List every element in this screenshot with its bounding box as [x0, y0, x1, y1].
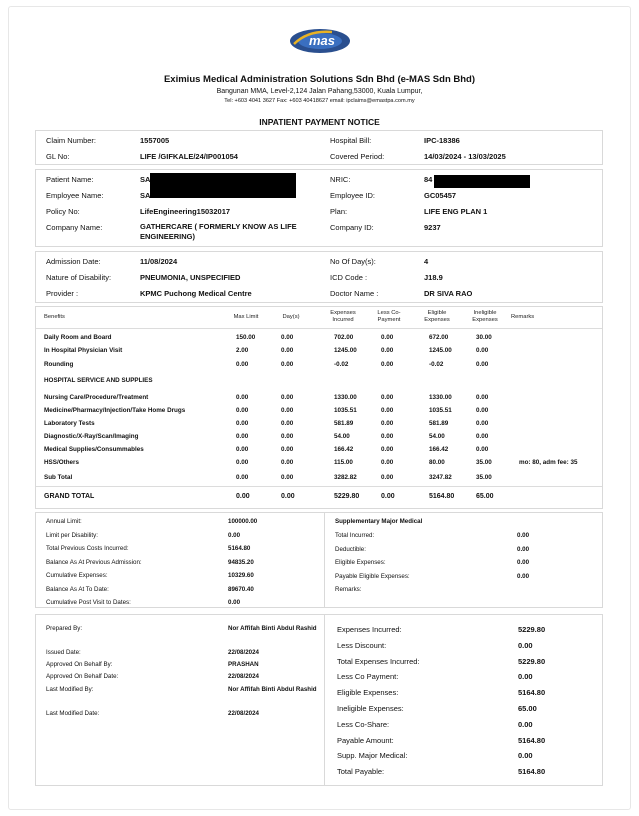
- benefit-days-cell: 0.00: [281, 493, 295, 500]
- limit-value: 10329.60: [228, 572, 254, 579]
- benefit-inelig-cell: 30.00: [476, 334, 492, 341]
- nric-label: NRIC:: [330, 175, 351, 184]
- doctor-name: DR SIVA RAO: [424, 289, 473, 298]
- benefit-inc-cell: 1245.00: [334, 347, 357, 354]
- summary-divider: [324, 615, 325, 785]
- benefit-elig-cell: 80.00: [429, 459, 445, 466]
- total-value: 65.00: [518, 704, 537, 713]
- nature-label: Nature of Disability:: [46, 273, 112, 282]
- limits-box: [35, 512, 603, 608]
- patient-name-label: Patient Name:: [46, 175, 94, 184]
- plan: LIFE ENG PLAN 1: [424, 207, 488, 216]
- grand-total-divider: [36, 486, 602, 487]
- benefit-days-cell: 0.00: [281, 394, 294, 401]
- limit-label: Balance As At Previous Admission:: [46, 558, 142, 566]
- total-label: Expenses Incurred:: [337, 625, 402, 634]
- benefit-inc-cell: -0.02: [334, 361, 349, 368]
- benefit-max-cell: 0.00: [236, 394, 249, 401]
- total-label: Total Expenses Incurred:: [337, 656, 420, 666]
- benefit-max-cell: 2.00: [236, 347, 249, 354]
- benefit-elig-cell: 581.89: [429, 420, 449, 427]
- benefit-inelig-cell: 0.00: [476, 394, 489, 401]
- benefit-max-cell: 0.00: [236, 446, 249, 453]
- benefit-inelig-cell: 0.00: [476, 433, 489, 440]
- limit-label: Total Previous Costs Incurred:: [46, 545, 129, 552]
- smm-value: 0.00: [517, 559, 530, 566]
- benefit-max-cell: 0.00: [236, 361, 249, 368]
- benefit-max-cell: 0.00: [236, 474, 249, 481]
- total-value: 0.00: [518, 640, 533, 650]
- benefit-co-cell: 0.00: [381, 433, 394, 440]
- benefit-name: Nursing Care/Procedure/Treatment: [44, 394, 149, 401]
- benefit-inc-cell: 581.89: [334, 420, 354, 427]
- smm-label: Deductible:: [335, 545, 366, 553]
- limit-label: Annual Limit:: [46, 518, 82, 525]
- total-label: Less Discount:: [337, 640, 387, 650]
- benefit-name: Daily Room and Board: [44, 334, 112, 341]
- benefit-co-cell: 0.00: [381, 420, 394, 427]
- company-contact: Tel: +603 4041 3627 Fax: +603 40418627 email: ipclaims@emastpa.com.my: [224, 98, 415, 104]
- benefit-elig-cell: 1035.51: [429, 407, 452, 414]
- smm-label: Remarks:: [335, 586, 362, 593]
- limit-value: 100000.00: [228, 518, 258, 525]
- company-id: 9237: [424, 223, 441, 232]
- benefit-name: HSS/Others: [44, 459, 79, 466]
- nric: 84: [424, 175, 433, 184]
- covered-period: 14/03/2024 - 13/03/2025: [424, 152, 506, 161]
- company-logo-wrap: [0, 26, 639, 58]
- benefit-max-cell: 0.00: [236, 493, 250, 500]
- benefit-inc-cell: 702.00: [334, 334, 354, 341]
- benefit-elig-cell: 54.00: [429, 433, 445, 440]
- audit-label: Last Modified By:: [46, 686, 94, 693]
- benefit-inc-cell: 1330.00: [334, 394, 357, 401]
- smm-title: Supplementary Major Medical: [335, 518, 423, 525]
- admission-date: 11/08/2024: [140, 257, 178, 266]
- col-header-benefits: Benefits: [44, 314, 65, 320]
- admission-info-box: [35, 251, 603, 303]
- benefit-inelig-cell: 35.00: [476, 459, 492, 466]
- benefit-name: Sub Total: [44, 474, 73, 481]
- smm-label: Total Incurred:: [335, 532, 375, 539]
- benefit-days-cell: 0.00: [281, 361, 294, 368]
- limit-label: Balance As At To Date:: [46, 585, 109, 593]
- benefit-days-cell: 0.00: [281, 407, 294, 414]
- smm-label: Payable Eligible Expenses:: [335, 572, 410, 580]
- col-header-expenses-incurred: Expenses Incurred: [330, 310, 356, 323]
- audit-value: 22/08/2024: [228, 649, 259, 656]
- benefit-inc-cell: 115.00: [334, 459, 353, 466]
- provider: KPMC Puchong Medical Centre: [140, 289, 252, 298]
- benefit-days-cell: 0.00: [281, 433, 294, 440]
- nric-redaction: [434, 175, 530, 188]
- icd-code: J18.9: [424, 273, 443, 282]
- policy-no: LifeEngineering15032017: [140, 207, 231, 216]
- smm-value: 0.00: [517, 572, 530, 580]
- days: 4: [424, 257, 429, 266]
- benefits-table: [35, 306, 603, 509]
- benefit-name: Medicine/Pharmacy/Injection/Take Home Drugs: [44, 407, 186, 414]
- company-name-label: Company Name:: [46, 223, 103, 232]
- benefit-co-cell: 0.00: [381, 474, 394, 481]
- summary-box: [35, 614, 603, 786]
- limit-value: 0.00: [228, 599, 241, 606]
- covered-period-label: Covered Period:: [330, 152, 385, 161]
- patient-name: SA: [140, 175, 151, 184]
- benefit-elig-cell: 3247.82: [429, 474, 452, 481]
- benefit-name: Laboratory Tests: [44, 420, 95, 427]
- benefit-co-cell: 0.00: [381, 347, 394, 354]
- benefit-inc-cell: 166.42: [334, 446, 354, 453]
- logo-text: mas: [308, 33, 335, 48]
- total-label: Payable Amount:: [337, 735, 394, 745]
- nature-of-disability: PNEUMONIA, UNSPECIFIED: [140, 273, 241, 282]
- benefit-days-cell: 0.00: [281, 459, 294, 466]
- total-label: Supp. Major Medical:: [337, 751, 408, 761]
- total-label: Ineligible Expenses:: [337, 704, 404, 713]
- total-value: 5229.80: [518, 625, 546, 634]
- benefit-name: HOSPITAL SERVICE AND SUPPLIES: [44, 377, 153, 384]
- audit-label: Prepared By:: [46, 625, 83, 632]
- benefit-elig-cell: 672.00: [429, 334, 449, 341]
- patient-info-box: [35, 169, 603, 247]
- benefit-inc-cell: 54.00: [334, 433, 350, 440]
- header-divider: [36, 328, 602, 329]
- admission-date-label: Admission Date:: [46, 257, 101, 266]
- patient-company-name: GATHERCARE ( FORMERLY KNOW AS LIFE ENGINEERING): [140, 222, 297, 241]
- benefit-rem-cell: mo: 80, adm fee: 35: [519, 459, 578, 466]
- benefit-days-cell: 0.00: [281, 474, 294, 481]
- limits-divider: [324, 513, 325, 607]
- benefit-days-cell: 0.00: [281, 334, 294, 341]
- total-value: 5229.80: [518, 656, 546, 666]
- audit-value: PRASHAN: [228, 661, 259, 668]
- benefit-elig-cell: 5164.80: [429, 493, 455, 500]
- benefit-name: Medical Supplies/Consummables: [44, 446, 144, 453]
- company-id-label: Company ID:: [330, 223, 374, 232]
- audit-label: Approved On Behalf Date:: [46, 673, 119, 680]
- benefit-name: Diagnostic/X-Ray/Scan/Imaging: [44, 433, 139, 440]
- col-header-eligible-expenses: Eligible Expenses: [424, 310, 450, 323]
- benefit-max-cell: 0.00: [236, 459, 249, 466]
- col-header-max-limit: Max Limit: [233, 314, 259, 320]
- total-label: Less Co-Share:: [337, 719, 390, 729]
- benefit-co-cell: 0.00: [381, 394, 394, 401]
- total-value: 0.00: [518, 672, 533, 682]
- audit-label: Issued Date:: [46, 649, 81, 656]
- benefit-days-cell: 0.00: [281, 446, 294, 453]
- audit-value: 22/08/2024: [228, 673, 259, 680]
- emas-logo: [288, 26, 352, 56]
- benefit-inelig-cell: 0.00: [476, 347, 489, 354]
- benefit-max-cell: 0.00: [236, 407, 249, 414]
- benefit-inelig-cell: 0.00: [476, 361, 489, 368]
- benefit-co-cell: 0.00: [381, 361, 394, 368]
- benefit-co-cell: 0.00: [381, 407, 394, 414]
- benefit-inelig-cell: 0.00: [476, 407, 489, 414]
- col-header-days: Day(s): [282, 314, 300, 320]
- col-header-ineligible-expenses: Ineligible Expenses: [472, 310, 498, 323]
- total-value: 5164.80: [518, 767, 546, 777]
- hospital-bill: IPC-18386: [424, 136, 460, 145]
- audit-label: Last Modified Date:: [46, 710, 100, 717]
- benefit-inc-cell: 1035.51: [334, 407, 357, 414]
- benefit-elig-cell: 166.42: [429, 446, 449, 453]
- audit-value: 22/08/2024: [228, 710, 259, 717]
- benefit-co-cell: 0.00: [381, 459, 394, 466]
- claim-info-box: [35, 130, 603, 165]
- limit-value: 5164.80: [228, 545, 251, 552]
- benefit-co-cell: 0.00: [381, 334, 394, 341]
- benefit-elig-cell: -0.02: [429, 361, 444, 368]
- icd-label: ICD Code :: [330, 273, 368, 282]
- limit-value: 94835.20: [228, 558, 254, 566]
- benefit-elig-cell: 1330.00: [429, 394, 452, 401]
- smm-value: 0.00: [517, 532, 530, 539]
- benefit-inelig-cell: 0.00: [476, 420, 489, 427]
- doctor-label: Doctor Name :: [330, 289, 379, 298]
- benefit-max-cell: 150.00: [236, 334, 256, 341]
- claim-number: 1557005: [140, 136, 170, 145]
- smm-label: Eligible Expenses:: [335, 559, 386, 566]
- benefit-inc-cell: 3282.82: [334, 474, 357, 481]
- limit-label: Cumulative Expenses:: [46, 572, 108, 579]
- benefit-name: Rounding: [44, 361, 74, 368]
- employee-name-label: Employee Name:: [46, 191, 104, 200]
- benefit-inelig-cell: 0.00: [476, 446, 489, 453]
- company-name: Eximius Medical Administration Solutions Sdn Bhd (e-MAS Sdn Bhd): [163, 74, 476, 85]
- total-label: Less Co Payment:: [337, 672, 399, 682]
- col-header-remarks: Remarks: [511, 314, 535, 320]
- total-label: Total Payable:: [337, 767, 385, 777]
- benefit-inelig-cell: 35.00: [476, 474, 492, 481]
- total-value: 5164.80: [518, 688, 546, 698]
- employee-id-label: Employee ID:: [330, 191, 376, 200]
- gl-no: LIFE /GIFKALE/24/IP001054: [140, 152, 238, 161]
- limit-value: 0.00: [228, 531, 241, 539]
- days-label: No Of Day(s):: [330, 257, 376, 266]
- employee-name-redaction: [150, 185, 296, 198]
- gl-no-label: GL No:: [46, 152, 70, 161]
- total-value: 0.00: [518, 719, 533, 729]
- plan-label: Plan:: [330, 207, 348, 216]
- benefit-name: GRAND TOTAL: [44, 493, 95, 500]
- benefit-co-cell: 0.00: [381, 446, 394, 453]
- claim-number-label: Claim Number:: [46, 136, 97, 145]
- total-value: 0.00: [518, 751, 533, 761]
- benefit-max-cell: 0.00: [236, 420, 249, 427]
- benefit-days-cell: 0.00: [281, 420, 294, 427]
- total-value: 5164.80: [518, 735, 546, 745]
- col-header-less-co-payment: Less Co- Payment: [377, 310, 401, 323]
- benefit-days-cell: 0.00: [281, 347, 294, 354]
- benefit-inc-cell: 5229.80: [334, 493, 360, 500]
- company-address: Bangunan MMA, Level-2,124 Jalan Pahang,53000, Kuala Lumpur,: [216, 88, 423, 95]
- limit-label: Cumulative Post Visit to Dates:: [46, 599, 131, 606]
- benefit-inelig-cell: 65.00: [476, 493, 494, 500]
- benefit-elig-cell: 1245.00: [429, 347, 452, 354]
- smm-value: 0.00: [517, 545, 530, 553]
- total-label: Eligible Expenses:: [337, 688, 399, 698]
- limit-label: Limit per Disability:: [46, 531, 98, 539]
- audit-value: Nor Affifah Binti Abdul Rashid: [228, 625, 317, 632]
- employee-id: GC05457: [424, 191, 457, 200]
- hospital-bill-label: Hospital Bill:: [330, 136, 372, 145]
- benefit-name: In Hospital Physician Visit: [44, 347, 123, 354]
- notice-title: INPATIENT PAYMENT NOTICE: [259, 117, 380, 127]
- employee-name: SA: [140, 191, 151, 200]
- limit-value: 89670.40: [228, 585, 254, 593]
- benefit-co-cell: 0.00: [381, 493, 395, 500]
- provider-label: Provider :: [46, 289, 79, 298]
- policy-no-label: Policy No:: [46, 207, 80, 216]
- audit-value: Nor Affifah Binti Abdul Rashid: [228, 686, 317, 693]
- benefit-max-cell: 0.00: [236, 433, 249, 440]
- audit-label: Approved On Behalf By:: [46, 661, 113, 668]
